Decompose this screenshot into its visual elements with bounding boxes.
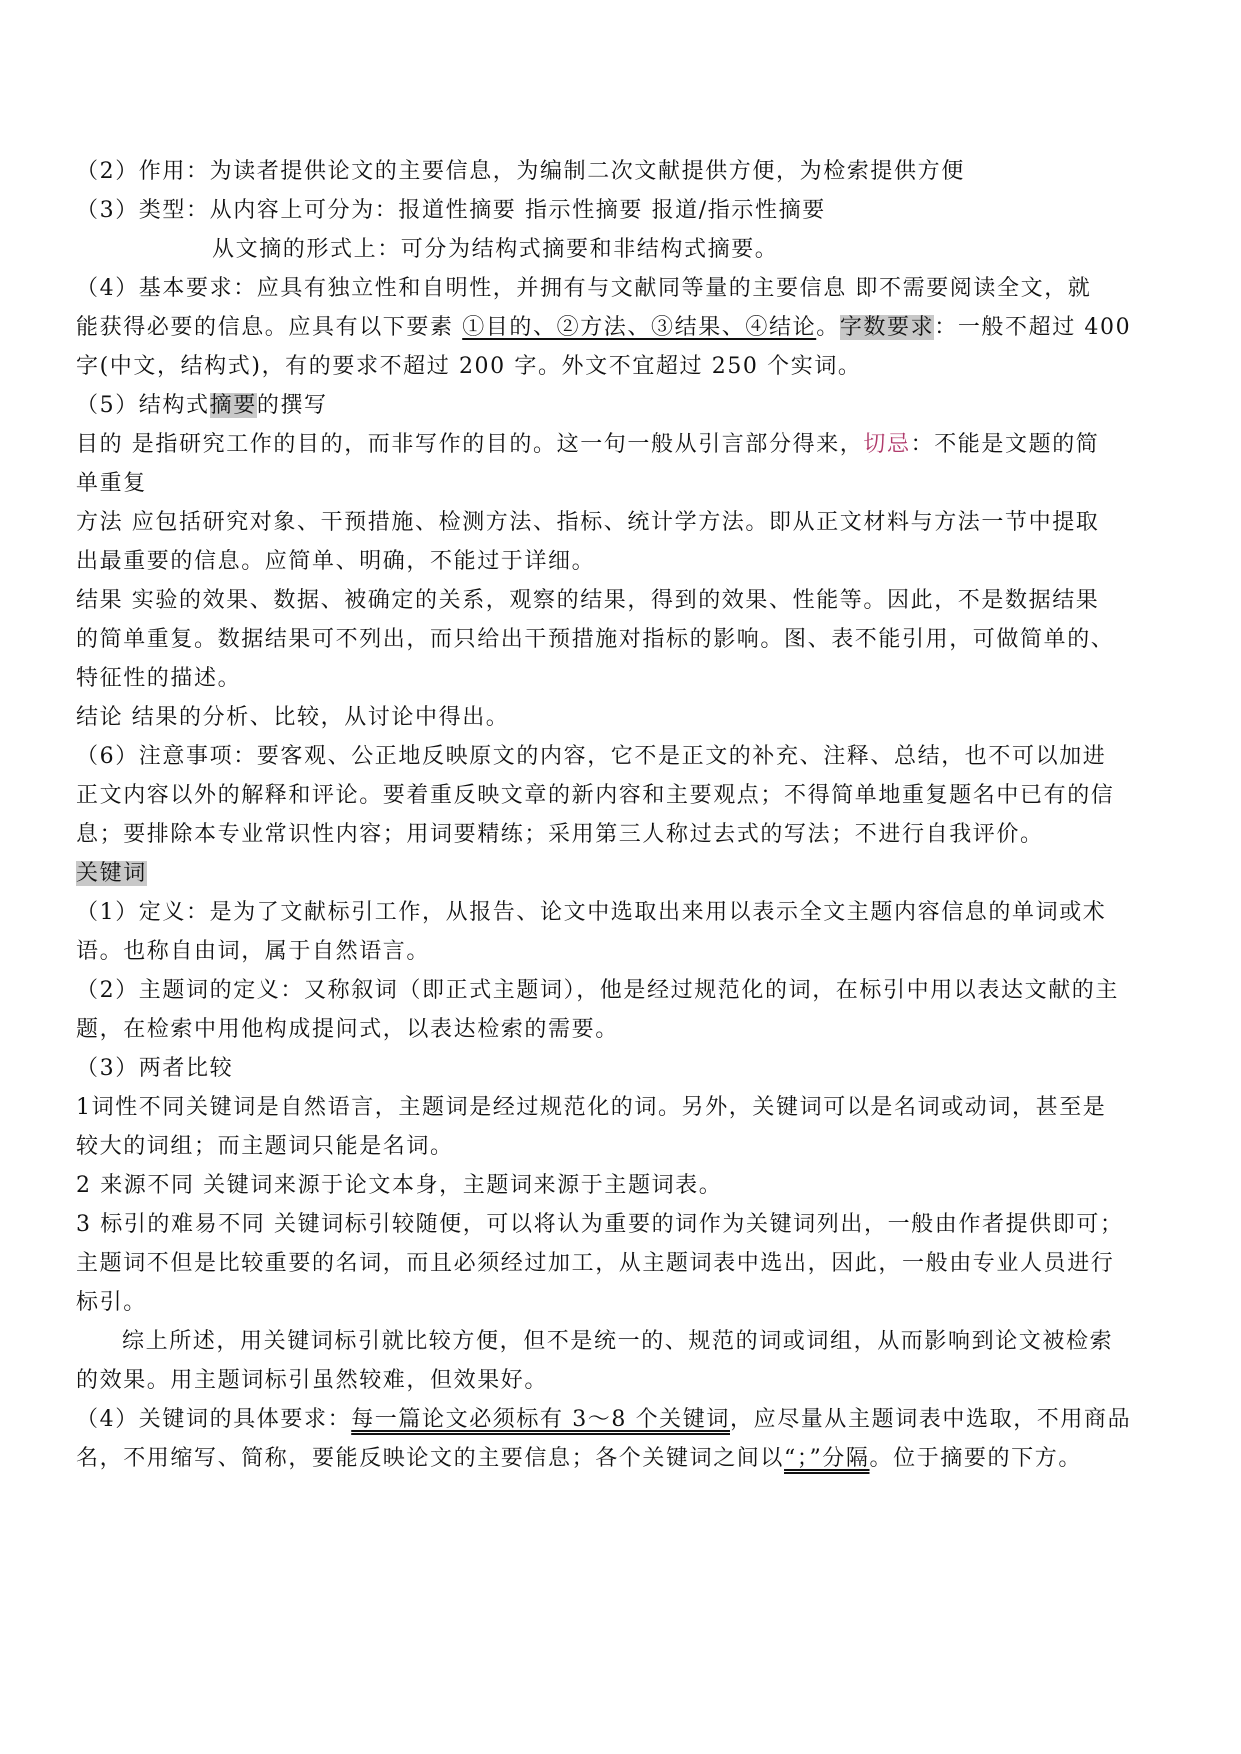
word-count-highlight: 字数要求 <box>839 315 935 340</box>
method-line-1: 方法 应包括研究对象、干预措施、检测方法、指标、统计学方法。即从正文材料与方法一节中提取 <box>76 510 1100 535</box>
requirements-line-1: （4）基本要求：应具有独立性和自明性，并拥有与文献同等量的主要信息 即不需要阅读全文，就 <box>76 276 1092 301</box>
keyword-requirements-line-2 <box>76 1439 1170 1478</box>
kw-req-text-tail: ，应尽量从主题词表中选取，不用商品 <box>730 1407 1132 1432</box>
types-form-line: 从文摘的形式上：可分为结构式摘要和非结构式摘要。 <box>212 237 779 262</box>
comparison-3-line-2: 主题词不但是比较重要的名词，而且必须经过加工，从主题词表中选出，因此，一般由专业人员进行 <box>76 1251 1115 1276</box>
abstract-highlight: 摘要 <box>209 393 257 418</box>
heading-part-2: 的撰写 <box>256 393 328 418</box>
purpose-line-2: 单重复 <box>76 471 147 496</box>
results-line-2: 的简单重复。数据结果可不列出，而只给出干预措施对指标的影响。图、表不能引用，可做简单的、 <box>76 627 1115 652</box>
elements-underlined: ①目的、②方法、③结果、④结论 <box>462 315 817 340</box>
results-line-3: 特征性的描述。 <box>76 666 242 691</box>
comparison-3-line-3: 标引。 <box>76 1290 147 1315</box>
comparison-1-line-1: 1词性不同关键词是自然语言，主题词是经过规范化的词。另外，关键词可以是名词或动词，甚至是 <box>76 1095 1107 1120</box>
definition-line-1: （1）定义：是为了文献标引工作，从报告、论文中选取出来用以表示全文主题内容信息的单词或术 <box>76 900 1107 925</box>
word-count-text: ：一般不超过 400 <box>934 315 1132 340</box>
conclusion-line: 结论 结果的分析、比较，从讨论中得出。 <box>76 705 510 730</box>
comparison-3-line-1: 3 标引的难易不同 关键词标引较随便，可以将认为重要的词作为关键词列出，一般由作者提供即可； <box>76 1212 1124 1237</box>
heading-part-1: （5）结构式 <box>76 393 210 418</box>
comparison-1-line-2: 较大的词组；而主题词只能是名词。 <box>76 1134 454 1159</box>
taboo-emphasis: 切忌 <box>863 432 911 457</box>
kw-req-text-2: 名，不用缩写、简称，要能反映论文的主要信息；各个关键词之间以 <box>76 1446 785 1471</box>
purpose-text: 目的 是指研究工作的目的，而非写作的目的。这一句一般从引言部分得来， <box>76 432 864 457</box>
comparison-heading: （3）两者比较 <box>76 1056 234 1081</box>
types-paragraph: （3）类型：从内容上可分为：报道性摘要 指示性摘要 报道/指示性摘要 <box>76 198 826 223</box>
requirements-line-2 <box>76 308 1170 347</box>
kw-req-text-2-tail: 。位于摘要的下方。 <box>869 1446 1082 1471</box>
keyword-requirements-line-1 <box>76 1400 1170 1439</box>
notes-line-1: （6）注意事项：要客观、公正地反映原文的内容，它不是正文的补充、注释、总结，也不可以加进 <box>76 744 1107 769</box>
summary-line-2: 的效果。用主题词标引虽然较难，但效果好。 <box>76 1368 549 1393</box>
definition-line-2: 语。也称自由词，属于自然语言。 <box>76 939 431 964</box>
requirements-line-3: 字(中文，结构式)，有的要求不超过 200 字。外文不宜超过 250 个实词。 <box>76 354 862 379</box>
keywords-heading-highlight: 关键词 <box>76 861 147 886</box>
keywords-heading <box>76 854 1170 893</box>
subject-term-line-1: （2）主题词的定义：又称叙词（即正式主题词），他是经过规范化的词，在标引中用以表达文献的主 <box>76 978 1119 1003</box>
results-line-1: 结果 实验的效果、数据、被确定的关系，观察的结果，得到的效果、性能等。因此，不是数据结果 <box>76 588 1100 613</box>
notes-line-2: 正文内容以外的解释和评论。要着重反映文章的新内容和主要观点；不得简单地重复题名中已有的信 <box>76 783 1115 808</box>
subject-term-line-2: 题，在检索中用他构成提问式，以表达检索的需要。 <box>76 1017 619 1042</box>
purpose-line-1 <box>76 425 1170 464</box>
purpose-text-tail: ：不能是文题的简 <box>910 432 1100 457</box>
notes-line-3: 息；要排除本专业常识性内容；用词要精练；采用第三人称过去式的写法；不进行自我评价。 <box>76 822 1044 847</box>
structured-abstract-heading <box>76 386 1170 425</box>
separator-underlined: “；”分隔 <box>784 1446 870 1471</box>
requirements-text: 能获得必要的信息。应具有以下要素 <box>76 315 463 340</box>
method-line-2: 出最重要的信息。应简单、明确，不能过于详细。 <box>76 549 596 574</box>
period: 。 <box>816 315 840 340</box>
document-body <box>76 152 1170 1478</box>
summary-line-1: 综上所述，用关键词标引就比较方便，但不是统一的、规范的词或词组，从而影响到论文被检索 <box>122 1329 1114 1354</box>
kw-count-underlined: 每一篇论文必须标有 3～8 个关键词 <box>351 1407 730 1432</box>
kw-req-text: （4）关键词的具体要求： <box>76 1407 352 1432</box>
function-paragraph: （2）作用：为读者提供论文的主要信息，为编制二次文献提供方便，为检索提供方便 <box>76 159 965 184</box>
comparison-2-line: 2 来源不同 关键词来源于论文本身，主题词来源于主题词表。 <box>76 1173 723 1198</box>
